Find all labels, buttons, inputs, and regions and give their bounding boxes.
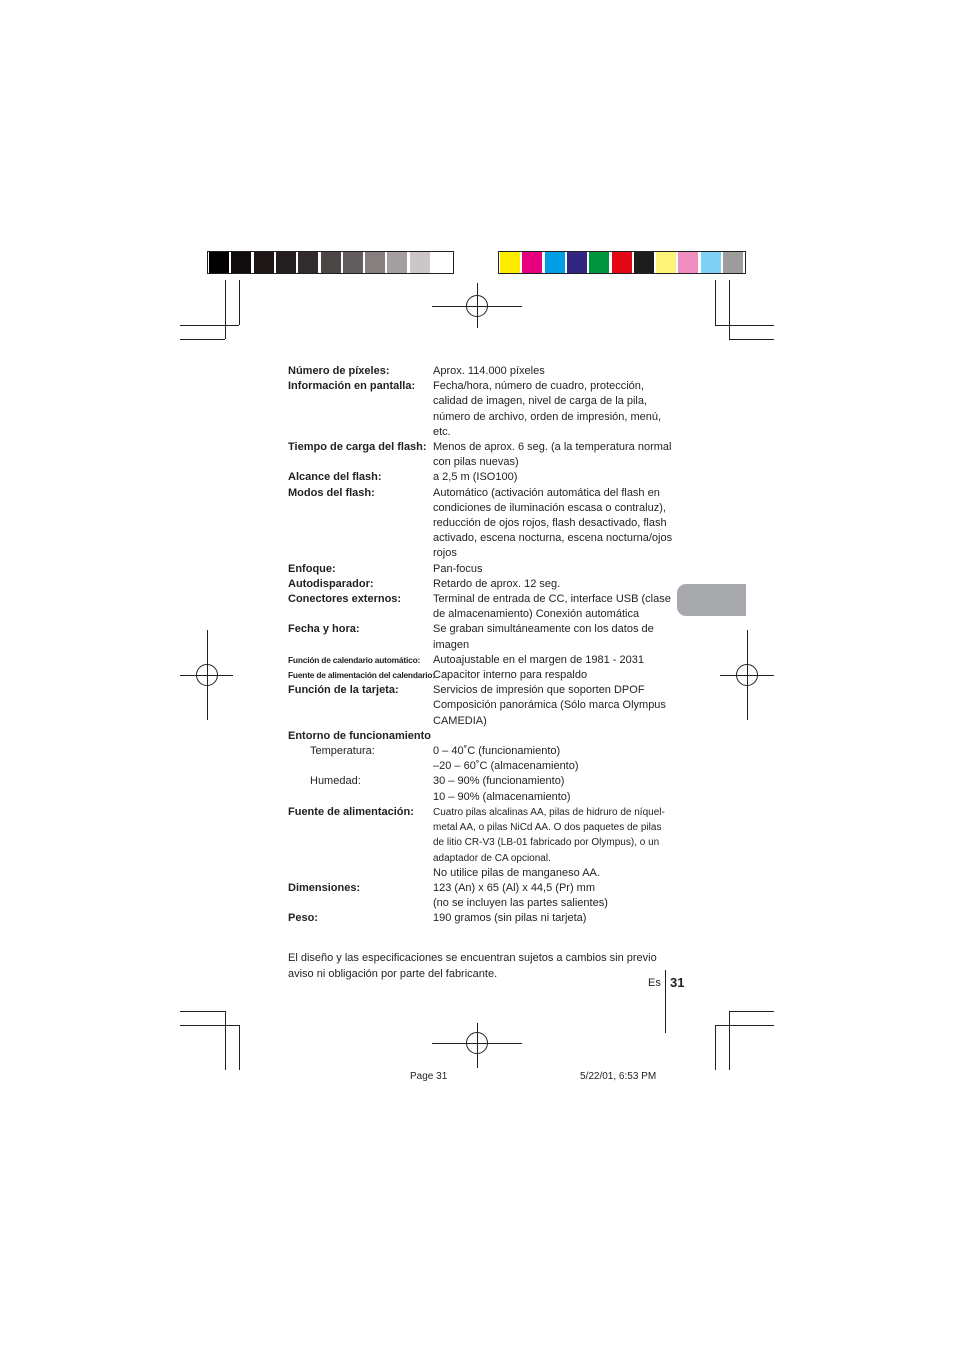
dimensions-value-1: 123 (An) x 65 (Al) x 44,5 (Pr) mm	[433, 881, 595, 894]
color-swatch	[678, 252, 698, 273]
spec-row	[288, 364, 678, 379]
crop-mark	[729, 1011, 774, 1012]
spec-row-humidity	[288, 774, 678, 804]
registration-line	[477, 283, 478, 328]
crop-mark	[225, 1011, 226, 1070]
grayscale-swatch	[410, 252, 430, 273]
spec-rows	[288, 364, 678, 729]
spec-row	[288, 592, 678, 622]
power-value: Cuatro pilas alcalinas AA, pilas de hidruro de níquel-metal AA, o pilas NiCd AA. O dos paquetes de pilas de litio CR-V3 (LB-01 fabricado por Olympus), o un adaptador de CA opcional.	[433, 806, 665, 864]
specifications-list	[288, 364, 678, 927]
crop-mark	[180, 339, 225, 340]
power-label: Fuente de alimentación:	[288, 805, 414, 818]
weight-label: Peso:	[288, 912, 318, 925]
humidity-value-1: 30 – 90% (funcionamiento)	[433, 775, 565, 788]
spec-row	[288, 622, 678, 652]
grayscale-swatch	[387, 252, 407, 273]
page-number: 31	[670, 975, 685, 990]
humidity-value-2: 10 – 90% (almacenamiento)	[433, 790, 571, 803]
color-swatch	[522, 252, 542, 273]
spec-row-power	[288, 805, 678, 881]
language-code: Es	[648, 977, 661, 989]
color-swatch	[612, 252, 632, 273]
color-swatch	[567, 252, 587, 273]
spec-row	[288, 577, 678, 592]
crop-mark	[729, 280, 730, 339]
spec-row	[288, 683, 678, 729]
crop-mark	[180, 325, 239, 326]
spec-value: Capacitor interno para respaldo	[433, 669, 588, 682]
footer-timestamp: 5/22/01, 6:53 PM	[580, 1071, 657, 1082]
spec-value: Fecha/hora, número de cuadro, protección, calidad de imagen, nivel de carga de la pila, número de archivo, orden de impresión, menú, etc.	[433, 380, 662, 438]
color-swatch	[589, 252, 609, 273]
color-swatch	[500, 252, 520, 273]
footer-page: Page 31	[410, 1071, 448, 1082]
temperature-value-1: 0 – 40˚C (funcionamiento)	[433, 745, 561, 758]
color-swatch	[634, 252, 654, 273]
spec-row	[288, 440, 678, 470]
grayscale-swatch	[365, 252, 385, 273]
spec-label: Enfoque:	[288, 562, 336, 575]
grayscale-swatch	[231, 252, 251, 273]
spec-value: Se graban simultáneamente con los datos de imagen	[433, 623, 654, 651]
grayscale-swatch	[276, 252, 296, 273]
crop-mark	[180, 1025, 239, 1026]
spec-value: Terminal de entrada de CC, interface USB (clase de almacenamiento) Conexión automática	[433, 593, 671, 621]
color-swatch	[545, 252, 565, 273]
spec-label: Fuente de alimentación del calendario:	[288, 670, 435, 681]
registration-line	[747, 630, 748, 720]
color-swatch	[723, 252, 743, 273]
grayscale-swatch	[432, 252, 452, 273]
disclaimer: El diseño y las especificaciones se encuentran sujetos a cambios sin previo aviso ni obligación por parte del fabricante.	[288, 952, 657, 980]
spec-label: Información en pantalla:	[288, 380, 416, 393]
spec-value: Menos de aprox. 6 seg. (a la temperatura normal con pilas nuevas)	[433, 441, 672, 469]
chapter-tab	[677, 584, 746, 616]
spec-label: Número de píxeles:	[288, 365, 390, 377]
crop-mark	[715, 1025, 716, 1070]
humidity-label: Humedad:	[310, 775, 361, 788]
crop-mark	[715, 325, 774, 326]
spec-value: Autoajustable en el margen de 1981 - 2031	[433, 653, 644, 666]
dimensions-value-2: (no se incluyen las partes salientes)	[433, 897, 608, 910]
spec-label: Fecha y hora:	[288, 623, 360, 636]
crop-mark	[239, 280, 240, 325]
spec-row-temperature	[288, 744, 678, 774]
spec-row	[288, 470, 678, 485]
spec-label: Autodisparador:	[288, 577, 374, 590]
temperature-label: Temperatura:	[310, 745, 375, 758]
crop-mark	[180, 1011, 225, 1012]
weight-value: 190 gramos (sin pilas ni tarjeta)	[433, 912, 587, 925]
spec-value: Servicios de impresión que soporten DPOF Composición panorámica (Sólo marca Olympus CAMEDIA)	[433, 684, 666, 727]
grayscale-swatch	[209, 252, 229, 273]
spec-label: Función de la tarjeta:	[288, 684, 399, 697]
crop-mark	[225, 280, 226, 339]
spec-value: Pan-focus	[433, 562, 483, 575]
grayscale-swatch	[298, 252, 318, 273]
grayscale-swatch	[343, 252, 363, 273]
grayscale-swatch	[254, 252, 274, 273]
environment-heading: Entorno de funcionamiento	[288, 729, 431, 742]
temperature-value-2: –20 – 60˚C (almacenamiento)	[433, 760, 579, 773]
spec-row	[288, 653, 678, 668]
grayscale-swatch	[321, 252, 341, 273]
spec-value: a 2,5 m (ISO100)	[433, 471, 518, 484]
crop-mark	[239, 1025, 240, 1070]
crop-mark	[729, 1011, 730, 1070]
spec-row-weight	[288, 911, 678, 926]
crop-mark	[729, 339, 774, 340]
registration-line	[477, 1023, 478, 1068]
crop-mark	[715, 280, 716, 325]
spec-label: Modos del flash:	[288, 486, 375, 499]
page-number-divider	[665, 970, 666, 1033]
spec-row	[288, 379, 678, 440]
spec-label: Función de calendario automático:	[288, 654, 421, 665]
spec-value: Retardo de aprox. 12 seg.	[433, 577, 561, 590]
color-swatch	[656, 252, 676, 273]
spec-row-dimensions	[288, 881, 678, 911]
spec-label: Conectores externos:	[288, 593, 402, 606]
spec-label: Tiempo de carga del flash:	[288, 441, 427, 454]
spec-row	[288, 562, 678, 577]
spec-value: Automático (activación automática del flash en condiciones de iluminación escasa o contraluz), reducción de ojos rojos, flash desactivado, flash activado, escena nocturna, escena nocturna/ojos rojos	[433, 486, 673, 560]
registration-line	[207, 630, 208, 720]
power-note: No utilice pilas de manganeso AA.	[433, 866, 600, 879]
spec-row	[288, 486, 678, 562]
dimensions-label: Dimensiones:	[288, 881, 361, 894]
spec-value: Aprox. 114.000 píxeles	[433, 365, 545, 377]
spec-row	[288, 668, 678, 683]
spec-label: Alcance del flash:	[288, 471, 382, 484]
crop-mark	[715, 1025, 774, 1026]
color-swatch	[701, 252, 721, 273]
